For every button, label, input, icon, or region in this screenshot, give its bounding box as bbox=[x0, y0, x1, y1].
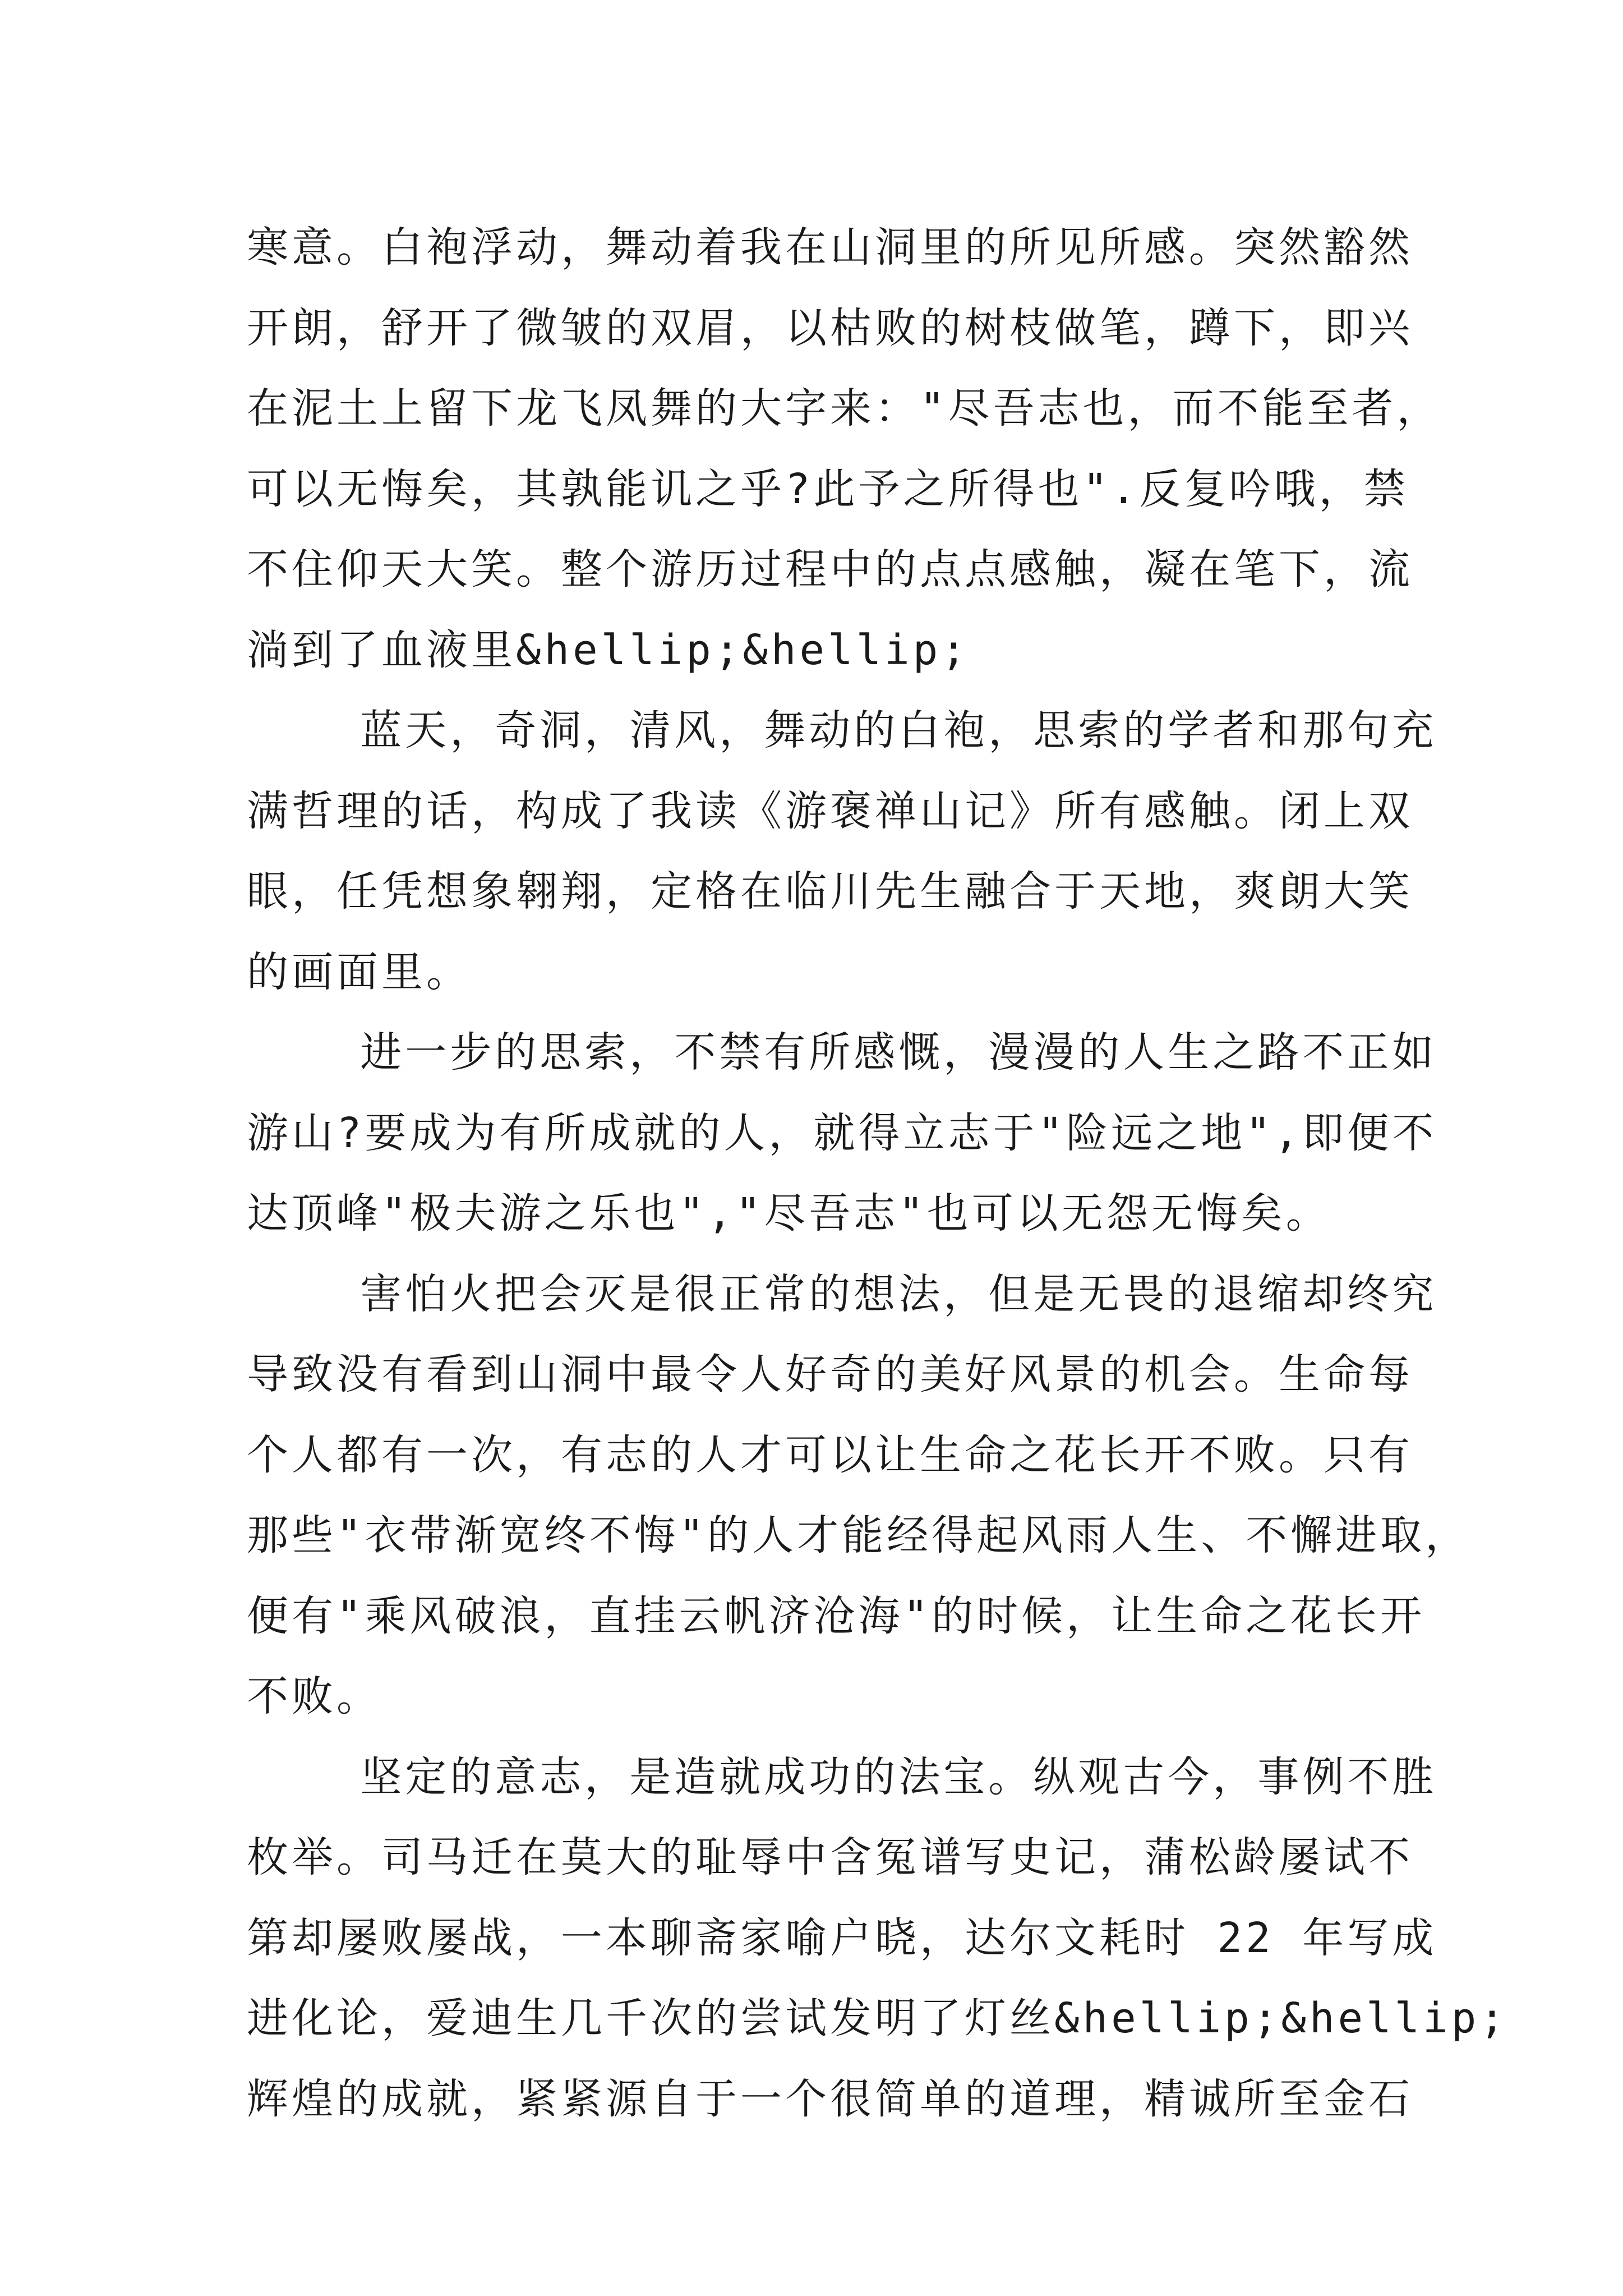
text-line: 进一步的思索，不禁有所感慨，漫漫的人生之路不正如 bbox=[247, 1028, 1437, 1076]
text-line: 不败。 bbox=[247, 1672, 381, 1720]
text-line: 个人都有一次，有志的人才可以让生命之花长开不败。只有 bbox=[247, 1430, 1413, 1479]
text-line: 的画面里。 bbox=[247, 947, 471, 996]
text-line: 枚举。司马迁在莫大的耻辱中含冤谱写史记，蒲松龄屡试不 bbox=[247, 1833, 1413, 1881]
text-line: 满哲理的话，构成了我读《游褒禅山记》所有感触。闭上双 bbox=[247, 786, 1413, 835]
text-line: 便有"乘风破浪，直挂云帆济沧海"的时候，让生命之花长开 bbox=[247, 1591, 1426, 1640]
text-line: 导致没有看到山洞中最令人好奇的美好风景的机会。生命每 bbox=[247, 1350, 1413, 1398]
text-line: 淌到了血液里&hellip;&hellip; bbox=[247, 625, 970, 674]
text-line: 进化论，爱迪生几千次的尝试发明了灯丝&hellip;&hellip; bbox=[247, 1994, 1508, 2042]
text-line: 游山?要成为有所成就的人，就得立志于"险远之地",即便不 bbox=[247, 1108, 1437, 1157]
text-line: 害怕火把会灭是很正常的想法，但是无畏的退缩却终究 bbox=[247, 1269, 1437, 1318]
text-line: 在泥土上留下龙飞凤舞的大字来："尽吾志也，而不能至者， bbox=[247, 384, 1442, 432]
text-line: 寒意。白袍浮动，舞动着我在山洞里的所见所感。突然豁然 bbox=[247, 223, 1413, 272]
text-line: 蓝天，奇洞，清风，舞动的白袍，思索的学者和那句充 bbox=[247, 706, 1437, 754]
text-line: 坚定的意志，是造就成功的法宝。纵观古今，事例不胜 bbox=[247, 1752, 1437, 1801]
text-line: 不住仰天大笑。整个游历过程中的点点感触，凝在笔下，流 bbox=[247, 545, 1413, 593]
body-text bbox=[247, 208, 1508, 2139]
text-line: 可以无悔矣，其孰能讥之乎?此予之所得也".反复吟哦，禁 bbox=[247, 464, 1409, 513]
text-line: 辉煌的成就，紧紧源自于一个很简单的道理，精诚所至金石 bbox=[247, 2074, 1413, 2123]
text-line: 眼，任凭想象翱翔，定格在临川先生融合于天地，爽朗大笑 bbox=[247, 867, 1413, 915]
text-line: 达顶峰"极夫游之乐也","尽吾志"也可以无怨无悔矣。 bbox=[247, 1189, 1331, 1237]
text-line: 那些"衣带渐宽终不悔"的人才能经得起风雨人生、不懈进取， bbox=[247, 1511, 1470, 1559]
text-line: 第却屡败屡战，一本聊斋家喻户晓，达尔文耗时 22 年写成 bbox=[247, 1913, 1437, 1962]
text-line: 开朗，舒开了微皱的双眉，以枯败的树枝做笔，蹲下，即兴 bbox=[247, 303, 1413, 352]
